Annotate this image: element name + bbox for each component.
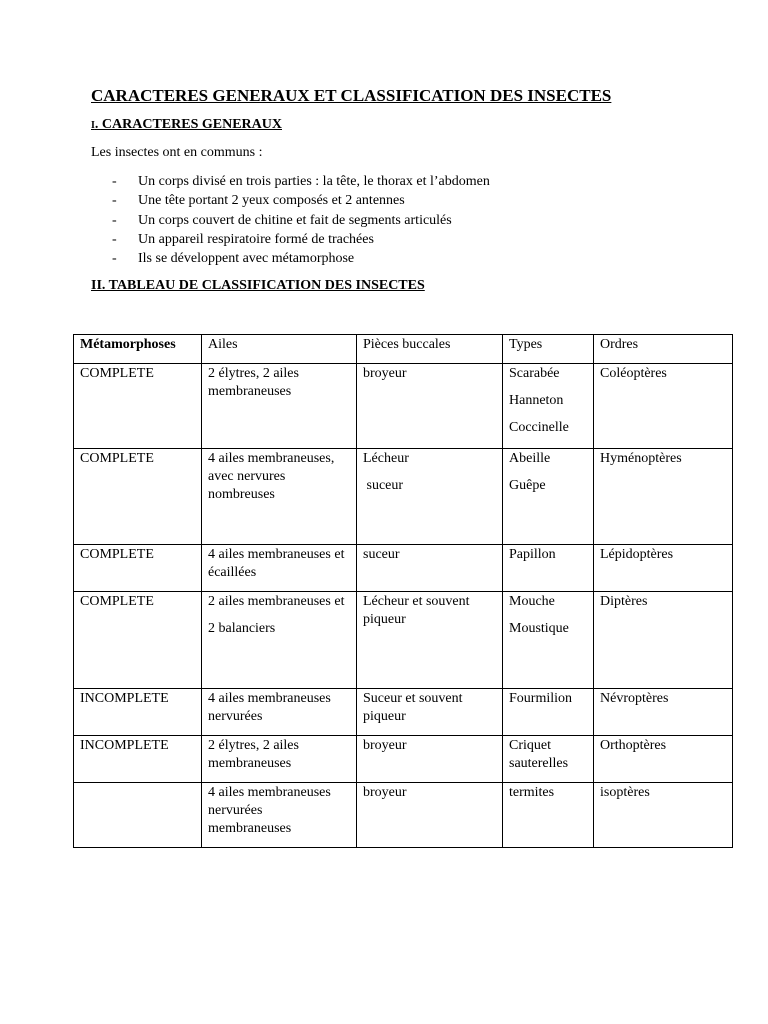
cell-text: Papillon <box>509 547 556 562</box>
table-row <box>74 689 733 736</box>
cell-text: Abeille <box>509 451 551 466</box>
section-title: . CARACTERES GENERAUX <box>94 117 282 132</box>
pieces-cell <box>357 364 503 449</box>
cell-text: Hanneton <box>509 393 564 408</box>
cell-text: 4 ailes membraneuses nervurées <box>208 691 331 724</box>
ailes-cell <box>202 592 357 689</box>
column-header: Ailes <box>202 335 357 364</box>
cell-text: 4 ailes membraneuses, avec nervures nombreuses <box>208 451 335 502</box>
types-cell <box>503 592 594 689</box>
metamorphose-cell: COMPLETE <box>74 545 202 592</box>
types-cell <box>503 689 594 736</box>
column-header: Ordres <box>594 335 733 364</box>
table-header-row <box>74 335 733 364</box>
cell-text: broyeur <box>363 785 407 800</box>
metamorphose-cell: COMPLETE <box>74 449 202 545</box>
cell-text: Lécheur et souvent piqueur <box>363 594 470 627</box>
cell-text: 4 ailes membraneuses nervurées membraneuses <box>208 785 331 836</box>
bullet-marker: - <box>112 231 117 247</box>
section-heading-2: II. TABLEAU DE CLASSIFICATION DES INSECTES <box>91 278 425 293</box>
list-item <box>112 172 490 191</box>
metamorphose-cell: INCOMPLETE <box>74 736 202 783</box>
cell-text: Scarabée <box>509 366 560 381</box>
table-row <box>74 592 733 689</box>
intro-text: Les insectes ont en communs : <box>91 145 263 160</box>
types-cell <box>503 736 594 783</box>
table-row <box>74 783 733 848</box>
pieces-cell <box>357 592 503 689</box>
metamorphose-cell: COMPLETE <box>74 592 202 689</box>
cell-text: 2 balanciers <box>208 621 276 636</box>
pieces-cell <box>357 545 503 592</box>
types-cell <box>503 364 594 449</box>
ordre-cell: isoptères <box>594 783 733 848</box>
pieces-cell <box>357 736 503 783</box>
ordre-cell: Diptères <box>594 592 733 689</box>
bullet-marker: - <box>112 251 117 267</box>
ailes-cell <box>202 449 357 545</box>
section-number: I <box>91 120 95 131</box>
cell-text: suceur <box>363 547 400 562</box>
list-item-text: Un appareil respiratoire formé de trachées <box>138 231 374 247</box>
column-header: Pièces buccales <box>357 335 503 364</box>
classification-table <box>73 334 733 848</box>
list-item-text: Une tête portant 2 yeux composés et 2 antennes <box>138 193 405 209</box>
cell-text: 2 ailes membraneuses et <box>208 594 345 609</box>
ordre-cell: Coléoptères <box>594 364 733 449</box>
cell-text: Mouche <box>509 594 555 609</box>
metamorphose-cell: COMPLETE <box>74 364 202 449</box>
ordre-cell: Orthoptères <box>594 736 733 783</box>
pieces-cell <box>357 783 503 848</box>
ailes-cell <box>202 783 357 848</box>
list-item <box>112 230 490 249</box>
bullet-marker: - <box>112 212 117 228</box>
bullet-marker: - <box>112 193 117 209</box>
list-item-text: Un corps couvert de chitine et fait de segments articulés <box>138 212 452 228</box>
cell-text: Suceur et souvent piqueur <box>363 691 463 724</box>
pieces-cell <box>357 449 503 545</box>
list-item-text: Ils se développent avec métamorphose <box>138 251 355 267</box>
column-header: Métamorphoses <box>74 335 202 364</box>
types-cell <box>503 449 594 545</box>
cell-text: broyeur <box>363 366 407 381</box>
types-cell <box>503 545 594 592</box>
cell-text: broyeur <box>363 738 407 753</box>
pieces-cell <box>357 689 503 736</box>
ailes-cell <box>202 689 357 736</box>
cell-text: suceur <box>363 478 404 493</box>
cell-text: Coccinelle <box>509 420 569 435</box>
cell-text: Criquet sauterelles <box>509 738 569 771</box>
bullet-marker: - <box>112 174 117 189</box>
ordre-cell: Lépidoptères <box>594 545 733 592</box>
table-row <box>74 449 733 545</box>
table-row <box>74 736 733 783</box>
cell-text: Lécheur <box>363 451 409 466</box>
table-row <box>74 545 733 592</box>
ailes-cell <box>202 545 357 592</box>
cell-text: 2 élytres, 2 ailes membraneuses <box>208 738 299 771</box>
types-cell <box>503 783 594 848</box>
cell-text: 4 ailes membraneuses et écaillées <box>208 547 345 580</box>
list-item <box>112 191 490 210</box>
ordre-cell: Hyménoptères <box>594 449 733 545</box>
ailes-cell <box>202 364 357 449</box>
cell-text: Guêpe <box>509 478 546 493</box>
metamorphose-cell: INCOMPLETE <box>74 689 202 736</box>
ailes-cell <box>202 736 357 783</box>
page-title: CARACTERES GENERAUX ET CLASSIFICATION DES INSECTES <box>91 86 612 105</box>
list-item-text: Un corps divisé en trois parties : la tête, le thorax et l’abdomen <box>138 174 490 189</box>
ordre-cell: Névroptères <box>594 689 733 736</box>
list-item <box>112 211 490 230</box>
cell-text: 2 élytres, 2 ailes membraneuses <box>208 366 299 399</box>
characteristics-list <box>112 172 490 268</box>
column-header: Types <box>503 335 594 364</box>
cell-text: termites <box>509 785 555 800</box>
cell-text: Fourmilion <box>509 691 573 706</box>
table-row <box>74 364 733 449</box>
cell-text: Moustique <box>509 621 569 636</box>
metamorphose-cell <box>74 783 202 848</box>
section-heading-1 <box>91 117 282 133</box>
list-item <box>112 249 490 268</box>
